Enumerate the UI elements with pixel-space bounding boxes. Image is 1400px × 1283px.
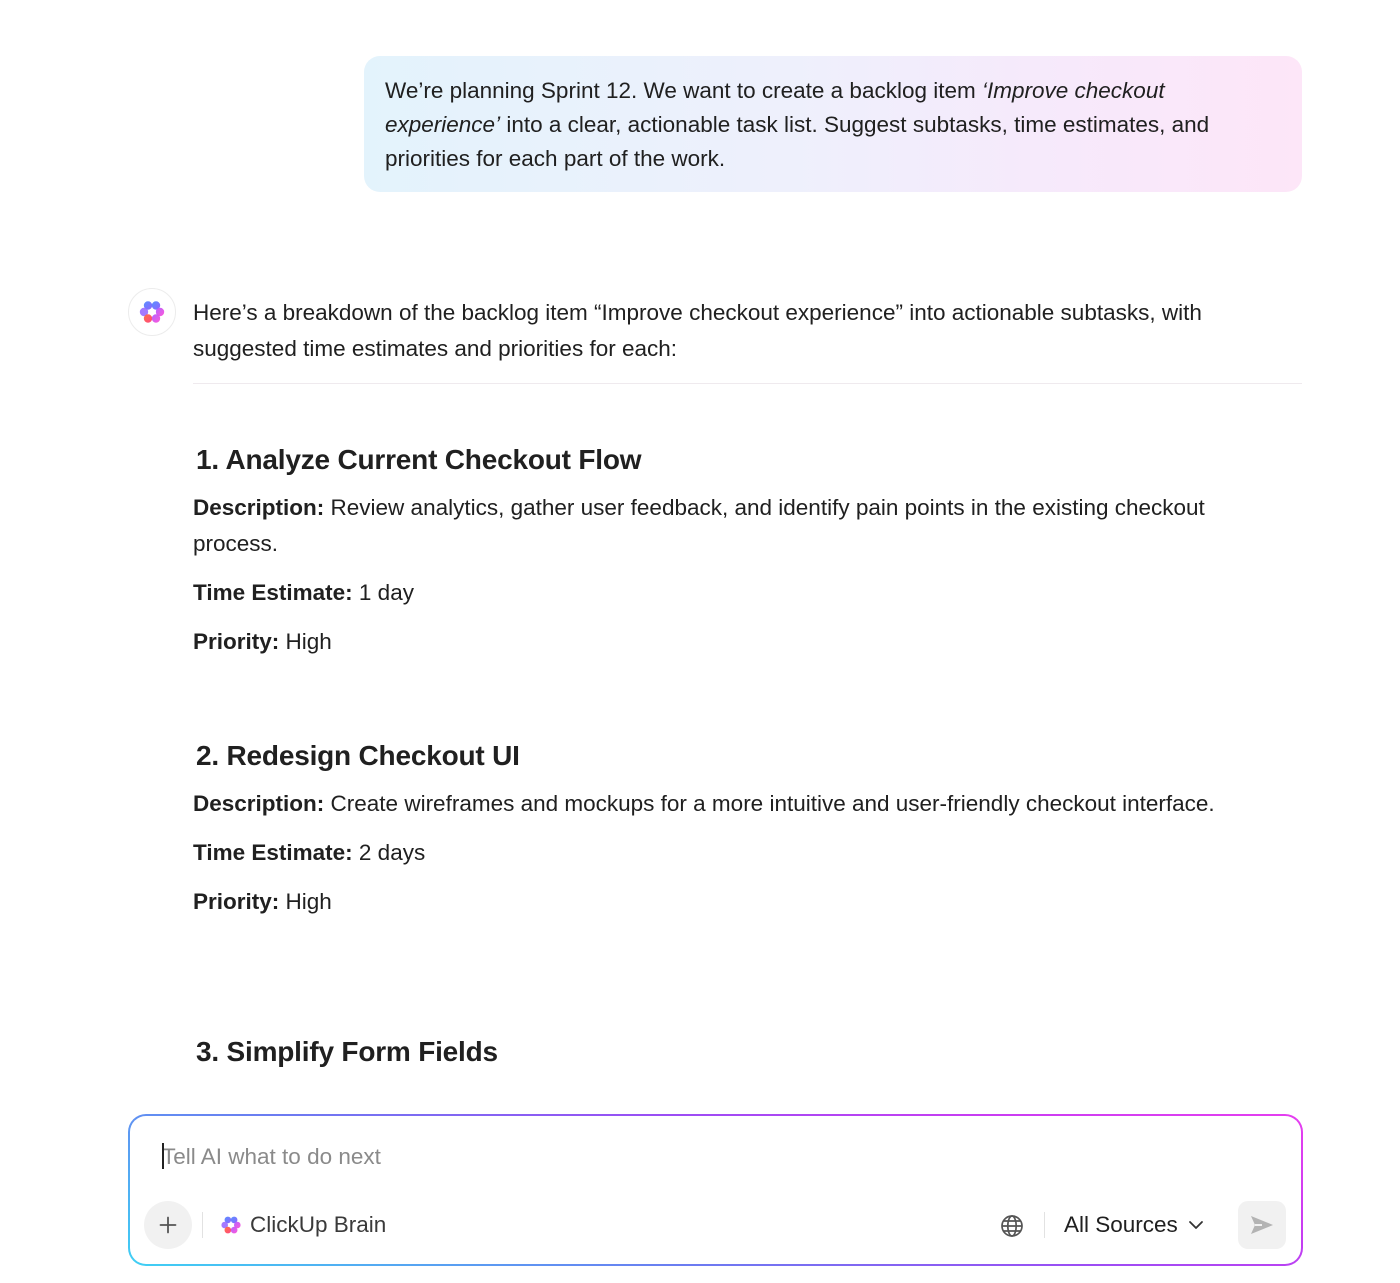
clickup-brain-flower-icon: [138, 298, 166, 326]
priority-label: Priority:: [193, 629, 280, 654]
description-label: Description:: [193, 791, 325, 816]
model-label: ClickUp Brain: [250, 1212, 387, 1237]
clickup-brain-flower-icon: [220, 1214, 242, 1236]
toolbar-separator: [1044, 1212, 1045, 1238]
user-message-bubble: [364, 56, 1302, 192]
task-item: [193, 442, 1243, 660]
task-item: [193, 1034, 1243, 1070]
time-estimate-label: Time Estimate:: [193, 580, 353, 605]
task-time-estimate: [193, 575, 1243, 611]
description-label: Description:: [193, 495, 325, 520]
time-estimate-label: Time Estimate:: [193, 840, 353, 865]
user-message-text: We’re planning Sprint 12. We want to create a backlog item: [385, 78, 982, 103]
time-estimate-value: 2 days: [358, 840, 426, 865]
composer-body: [130, 1116, 1301, 1264]
task-description: [193, 786, 1243, 822]
task-title: 3. Simplify Form Fields: [196, 1036, 498, 1067]
model-selector-clickup-brain[interactable]: [220, 1207, 386, 1243]
priority-value: High: [285, 629, 332, 654]
task-item: [193, 738, 1243, 920]
add-attachment-button[interactable]: [144, 1201, 192, 1249]
description-value: Create wireframes and mockups for a more intuitive and user-friendly checkout interface.: [330, 791, 1215, 816]
task-priority: [193, 884, 1243, 920]
task-priority: [193, 624, 1243, 660]
task-title: 1. Analyze Current Checkout Flow: [196, 444, 642, 475]
response-scroll-area[interactable]: [0, 384, 1400, 1086]
priority-value: High: [285, 889, 332, 914]
ai-response-intro: Here’s a breakdown of the backlog item “Improve checkout experience” into actionable subtasks, with suggested time estimates and priorities for each:: [193, 300, 1202, 361]
text-caret: [162, 1143, 164, 1169]
prompt-input[interactable]: [162, 1140, 1262, 1174]
sources-dropdown[interactable]: [1064, 1207, 1204, 1243]
priority-label: Priority:: [193, 889, 280, 914]
description-value: Review analytics, gather user feedback, and identify pain points in the existing checkout process.: [193, 495, 1205, 556]
send-button[interactable]: [1238, 1201, 1286, 1249]
ai-composer: [128, 1114, 1303, 1266]
globe-icon: [1000, 1214, 1024, 1238]
user-message-italic: ‘Improve checkout experience’: [385, 78, 1165, 137]
task-time-estimate: [193, 835, 1243, 871]
toolbar-separator: [202, 1212, 203, 1238]
sources-label: All Sources: [1064, 1212, 1178, 1237]
plus-icon: [158, 1215, 178, 1235]
chevron-down-icon: [1188, 1220, 1204, 1230]
web-search-toggle[interactable]: [998, 1212, 1026, 1240]
ai-avatar: [128, 288, 176, 336]
user-message-text-end: into a clear, actionable task list. Suggest subtasks, time estimates, and priorities for each part of the work.: [385, 112, 1210, 171]
send-icon: [1249, 1214, 1275, 1236]
task-title: 2. Redesign Checkout UI: [196, 740, 520, 771]
task-description: [193, 490, 1243, 562]
time-estimate-value: 1 day: [358, 580, 414, 605]
